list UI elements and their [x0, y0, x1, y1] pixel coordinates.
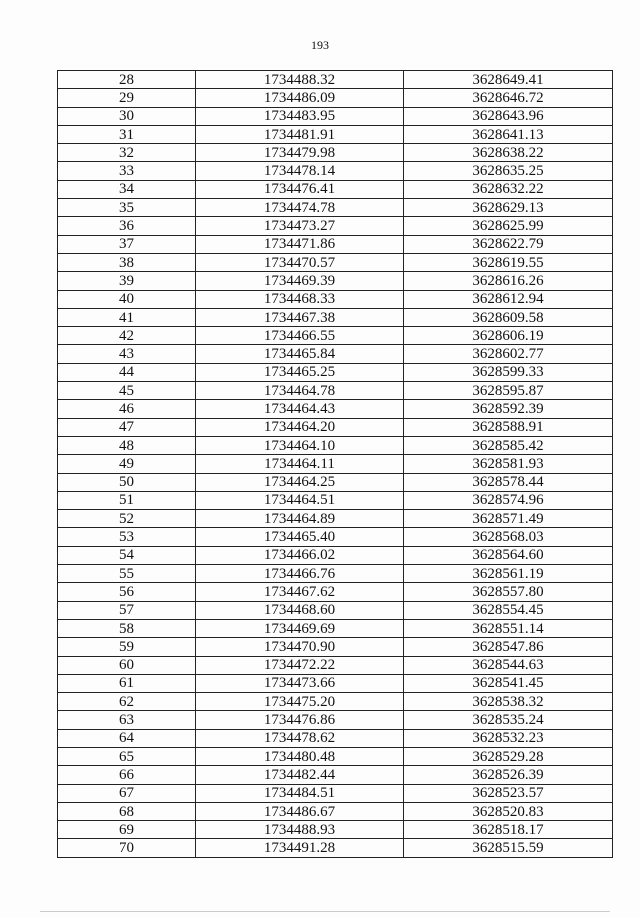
x-coordinate-cell: 1734467.62 [196, 583, 404, 601]
y-coordinate-cell: 3628638.22 [404, 144, 613, 162]
y-coordinate-cell: 3628535.24 [404, 711, 613, 729]
y-coordinate-cell: 3628588.91 [404, 418, 613, 436]
table-row [58, 601, 613, 619]
x-coordinate-cell: 1734464.78 [196, 382, 404, 400]
table-row [58, 345, 613, 363]
x-coordinate-cell: 1734478.14 [196, 162, 404, 180]
y-coordinate-cell: 3628625.99 [404, 217, 613, 235]
point-number-cell: 37 [58, 235, 196, 253]
point-number-cell: 44 [58, 363, 196, 381]
x-coordinate-cell: 1734469.69 [196, 619, 404, 637]
table-row [58, 583, 613, 601]
coordinates-table-body [58, 71, 613, 858]
point-number-cell: 29 [58, 89, 196, 107]
table-row [58, 272, 613, 290]
point-number-cell: 56 [58, 583, 196, 601]
table-row [58, 528, 613, 546]
y-coordinate-cell: 3628602.77 [404, 345, 613, 363]
table-row [58, 821, 613, 839]
table-row [58, 455, 613, 473]
table-row [58, 382, 613, 400]
table-row [58, 491, 613, 509]
x-coordinate-cell: 1734464.20 [196, 418, 404, 436]
y-coordinate-cell: 3628595.87 [404, 382, 613, 400]
y-coordinate-cell: 3628581.93 [404, 455, 613, 473]
table-row [58, 711, 613, 729]
y-coordinate-cell: 3628523.57 [404, 784, 613, 802]
y-coordinate-cell: 3628520.83 [404, 802, 613, 820]
y-coordinate-cell: 3628571.49 [404, 510, 613, 528]
point-number-cell: 68 [58, 802, 196, 820]
y-coordinate-cell: 3628538.32 [404, 693, 613, 711]
point-number-cell: 64 [58, 729, 196, 747]
x-coordinate-cell: 1734488.93 [196, 821, 404, 839]
x-coordinate-cell: 1734466.76 [196, 565, 404, 583]
table-row [58, 565, 613, 583]
table-row [58, 729, 613, 747]
y-coordinate-cell: 3628609.58 [404, 308, 613, 326]
point-number-cell: 30 [58, 107, 196, 125]
point-number-cell: 52 [58, 510, 196, 528]
table-row [58, 436, 613, 454]
x-coordinate-cell: 1734470.57 [196, 253, 404, 271]
point-number-cell: 33 [58, 162, 196, 180]
y-coordinate-cell: 3628526.39 [404, 766, 613, 784]
y-coordinate-cell: 3628635.25 [404, 162, 613, 180]
x-coordinate-cell: 1734472.22 [196, 656, 404, 674]
table-row [58, 418, 613, 436]
table-row [58, 546, 613, 564]
x-coordinate-cell: 1734478.62 [196, 729, 404, 747]
point-number-cell: 59 [58, 638, 196, 656]
x-coordinate-cell: 1734468.60 [196, 601, 404, 619]
table-row [58, 199, 613, 217]
table-row [58, 400, 613, 418]
table-row [58, 180, 613, 198]
y-coordinate-cell: 3628616.26 [404, 272, 613, 290]
table-row [58, 363, 613, 381]
bottom-rule [40, 911, 610, 912]
y-coordinate-cell: 3628547.86 [404, 638, 613, 656]
x-coordinate-cell: 1734465.25 [196, 363, 404, 381]
point-number-cell: 55 [58, 565, 196, 583]
table-row [58, 290, 613, 308]
point-number-cell: 66 [58, 766, 196, 784]
point-number-cell: 51 [58, 491, 196, 509]
point-number-cell: 49 [58, 455, 196, 473]
point-number-cell: 60 [58, 656, 196, 674]
y-coordinate-cell: 3628544.63 [404, 656, 613, 674]
table-row [58, 107, 613, 125]
point-number-cell: 48 [58, 436, 196, 454]
y-coordinate-cell: 3628564.60 [404, 546, 613, 564]
table-row [58, 327, 613, 345]
y-coordinate-cell: 3628622.79 [404, 235, 613, 253]
table-row [58, 217, 613, 235]
y-coordinate-cell: 3628632.22 [404, 180, 613, 198]
x-coordinate-cell: 1734476.41 [196, 180, 404, 198]
y-coordinate-cell: 3628643.96 [404, 107, 613, 125]
point-number-cell: 43 [58, 345, 196, 363]
x-coordinate-cell: 1734465.40 [196, 528, 404, 546]
y-coordinate-cell: 3628619.55 [404, 253, 613, 271]
point-number-cell: 31 [58, 125, 196, 143]
table-row [58, 144, 613, 162]
point-number-cell: 58 [58, 619, 196, 637]
table-row [58, 235, 613, 253]
point-number-cell: 35 [58, 199, 196, 217]
y-coordinate-cell: 3628561.19 [404, 565, 613, 583]
x-coordinate-cell: 1734483.95 [196, 107, 404, 125]
x-coordinate-cell: 1734464.10 [196, 436, 404, 454]
x-coordinate-cell: 1734479.98 [196, 144, 404, 162]
point-number-cell: 62 [58, 693, 196, 711]
table-row [58, 473, 613, 491]
y-coordinate-cell: 3628518.17 [404, 821, 613, 839]
point-number-cell: 46 [58, 400, 196, 418]
point-number-cell: 36 [58, 217, 196, 235]
point-number-cell: 40 [58, 290, 196, 308]
x-coordinate-cell: 1734486.09 [196, 89, 404, 107]
y-coordinate-cell: 3628578.44 [404, 473, 613, 491]
x-coordinate-cell: 1734481.91 [196, 125, 404, 143]
y-coordinate-cell: 3628515.59 [404, 839, 613, 857]
point-number-cell: 34 [58, 180, 196, 198]
x-coordinate-cell: 1734464.11 [196, 455, 404, 473]
table-row [58, 71, 613, 89]
point-number-cell: 53 [58, 528, 196, 546]
x-coordinate-cell: 1734474.78 [196, 199, 404, 217]
x-coordinate-cell: 1734476.86 [196, 711, 404, 729]
table-row [58, 839, 613, 857]
table-row [58, 619, 613, 637]
x-coordinate-cell: 1734466.02 [196, 546, 404, 564]
x-coordinate-cell: 1734464.43 [196, 400, 404, 418]
y-coordinate-cell: 3628568.03 [404, 528, 613, 546]
y-coordinate-cell: 3628554.45 [404, 601, 613, 619]
x-coordinate-cell: 1734470.90 [196, 638, 404, 656]
y-coordinate-cell: 3628641.13 [404, 125, 613, 143]
table-row [58, 693, 613, 711]
x-coordinate-cell: 1734480.48 [196, 747, 404, 765]
point-number-cell: 54 [58, 546, 196, 564]
y-coordinate-cell: 3628574.96 [404, 491, 613, 509]
coordinates-table [57, 70, 613, 858]
point-number-cell: 67 [58, 784, 196, 802]
x-coordinate-cell: 1734475.20 [196, 693, 404, 711]
x-coordinate-cell: 1734488.32 [196, 71, 404, 89]
x-coordinate-cell: 1734464.25 [196, 473, 404, 491]
table-row [58, 638, 613, 656]
x-coordinate-cell: 1734464.89 [196, 510, 404, 528]
point-number-cell: 63 [58, 711, 196, 729]
x-coordinate-cell: 1734486.67 [196, 802, 404, 820]
x-coordinate-cell: 1734469.39 [196, 272, 404, 290]
point-number-cell: 69 [58, 821, 196, 839]
y-coordinate-cell: 3628529.28 [404, 747, 613, 765]
y-coordinate-cell: 3628649.41 [404, 71, 613, 89]
y-coordinate-cell: 3628532.23 [404, 729, 613, 747]
table-row [58, 747, 613, 765]
table-row [58, 253, 613, 271]
point-number-cell: 61 [58, 674, 196, 692]
y-coordinate-cell: 3628606.19 [404, 327, 613, 345]
point-number-cell: 47 [58, 418, 196, 436]
table-row [58, 89, 613, 107]
x-coordinate-cell: 1734491.28 [196, 839, 404, 857]
point-number-cell: 38 [58, 253, 196, 271]
x-coordinate-cell: 1734465.84 [196, 345, 404, 363]
point-number-cell: 45 [58, 382, 196, 400]
x-coordinate-cell: 1734464.51 [196, 491, 404, 509]
point-number-cell: 50 [58, 473, 196, 491]
x-coordinate-cell: 1734484.51 [196, 784, 404, 802]
y-coordinate-cell: 3628629.13 [404, 199, 613, 217]
x-coordinate-cell: 1734466.55 [196, 327, 404, 345]
point-number-cell: 65 [58, 747, 196, 765]
y-coordinate-cell: 3628551.14 [404, 619, 613, 637]
point-number-cell: 41 [58, 308, 196, 326]
y-coordinate-cell: 3628585.42 [404, 436, 613, 454]
y-coordinate-cell: 3628612.94 [404, 290, 613, 308]
point-number-cell: 39 [58, 272, 196, 290]
table-row [58, 308, 613, 326]
table-row [58, 656, 613, 674]
table-row [58, 674, 613, 692]
point-number-cell: 42 [58, 327, 196, 345]
table-row [58, 766, 613, 784]
point-number-cell: 57 [58, 601, 196, 619]
x-coordinate-cell: 1734471.86 [196, 235, 404, 253]
table-row [58, 162, 613, 180]
table-row [58, 125, 613, 143]
x-coordinate-cell: 1734468.33 [196, 290, 404, 308]
x-coordinate-cell: 1734473.27 [196, 217, 404, 235]
y-coordinate-cell: 3628592.39 [404, 400, 613, 418]
table-row [58, 784, 613, 802]
y-coordinate-cell: 3628646.72 [404, 89, 613, 107]
point-number-cell: 28 [58, 71, 196, 89]
y-coordinate-cell: 3628599.33 [404, 363, 613, 381]
x-coordinate-cell: 1734467.38 [196, 308, 404, 326]
point-number-cell: 70 [58, 839, 196, 857]
table-row [58, 510, 613, 528]
page-number: 193 [311, 38, 329, 52]
x-coordinate-cell: 1734482.44 [196, 766, 404, 784]
point-number-cell: 32 [58, 144, 196, 162]
table-row [58, 802, 613, 820]
y-coordinate-cell: 3628541.45 [404, 674, 613, 692]
x-coordinate-cell: 1734473.66 [196, 674, 404, 692]
y-coordinate-cell: 3628557.80 [404, 583, 613, 601]
